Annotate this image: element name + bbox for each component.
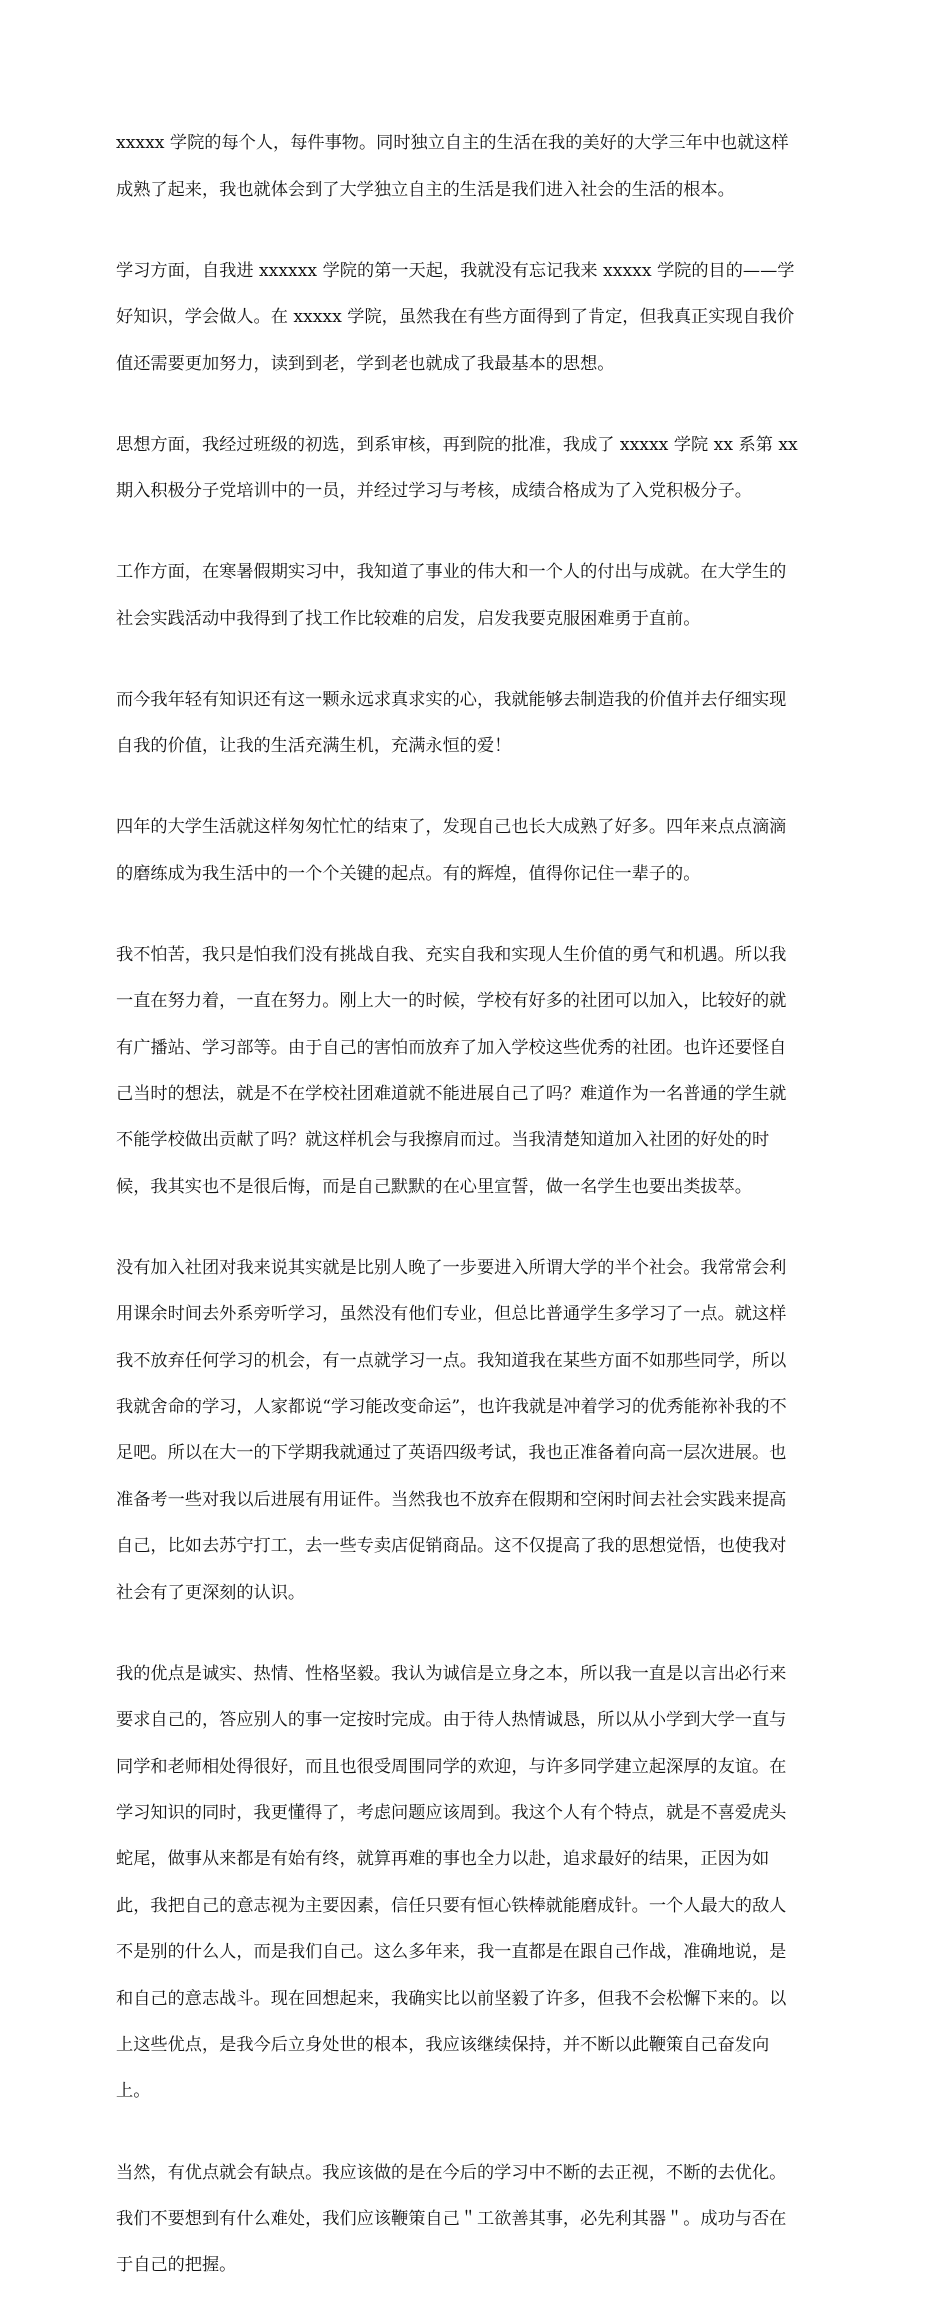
text-line: 学习知识的同时，我更懂得了，考虑问题应该周到。我这个人有个特点，就是不喜爱虎头 — [116, 1803, 787, 1824]
text-line: 没有加入社团对我来说其实就是比别人晚了一步要进入所谓大学的半个社会。我常常会利 — [116, 1257, 787, 1278]
paragraph — [116, 1234, 842, 1628]
text-line: 准备考一些对我以后进展有用证件。当然我也不放弃在假期和空闲时间去社会实践来提高 — [116, 1489, 787, 1510]
paragraph — [116, 921, 842, 1223]
text-line: 己当时的想法，就是不在学校社团难道就不能进展自己了吗？难道作为一名普通的学生就 — [116, 1083, 787, 1104]
text-line: 当然，有优点就会有缺点。我应该做的是在今后的学习中不断的去正视，不断的去优化。 — [116, 2162, 787, 2183]
document-page — [116, 109, 842, 2312]
text-line: 足吧。所以在大一的下学期我就通过了英语四级考试，我也正准备着向高一层次进展。也 — [116, 1443, 787, 1464]
text-line: 有广播站、学习部等。由于自己的害怕而放弃了加入学校这些优秀的社团。也许还要怪自 — [116, 1037, 787, 1058]
text-line: 上这些优点，是我今后立身处世的根本，我应该继续保持，并不断以此鞭策自己奋发向 — [116, 2035, 770, 2056]
paragraph — [116, 665, 842, 781]
text-line: 我不放弃任何学习的机会，有一点就学习一点。我知道我在某些方面不如那些同学，所以 — [116, 1350, 787, 1371]
text-line: 而今我年轻有知识还有这一颗永远求真求实的心，我就能够去制造我的价值并去仔细实现 — [116, 689, 787, 710]
text-line: 自我的价值，让我的生活充满生机，充满永恒的爱！ — [116, 736, 512, 757]
text-line: 不是别的什么人，而是我们自己。这么多年来，我一直都是在跟自己作战，准确地说，是 — [116, 1942, 787, 1963]
text-line: 我们不要想到有什么难处，我们应该鞭策自己＂工欲善其事，必先利其器＂。成功与否在 — [116, 2208, 787, 2229]
paragraph — [116, 109, 842, 225]
text-line: 期入积极分子党培训中的一员，并经过学习与考核，成绩合格成为了入党积极分子。 — [116, 481, 752, 502]
text-line: 一直在努力着，一直在努力。刚上大一的时候，学校有好多的社团可以加入，比较好的就 — [116, 991, 787, 1012]
text-line: 要求自己的，答应别人的事一定按时完成。由于待人热情诚恳，所以从小学到大学一直与 — [116, 1710, 787, 1731]
text-line: 同学和老师相处得很好，而且也很受周围同学的欢迎，与许多同学建立起深厚的友谊。在 — [116, 1756, 787, 1777]
text-line: 候，我其实也不是很后悔，而是自己默默的在心里宣誓，做一名学生也要出类拔萃。 — [116, 1176, 752, 1197]
text-line: 值还需要更加努力，读到到老，学到老也就成了我最基本的思想。 — [116, 353, 615, 374]
paragraph — [116, 2138, 842, 2300]
text-line: 我的优点是诚实、热情、性格坚毅。我认为诚信是立身之本，所以我一直是以言出必行来 — [116, 1663, 787, 1684]
text-line: 和自己的意志战斗。现在回想起来，我确实比以前坚毅了许多，但我不会松懈下来的。以 — [116, 1988, 787, 2009]
paragraph — [116, 237, 842, 399]
text-line: 此，我把自己的意志视为主要因素，信任只要有恒心铁棒就能磨成针。一个人最大的敌人 — [116, 1895, 787, 1916]
text-line: 我不怕苦，我只是怕我们没有挑战自我、充实自我和实现人生价值的勇气和机遇。所以我 — [116, 944, 787, 965]
paragraph — [116, 410, 842, 526]
text-line: 用课余时间去外系旁听学习，虽然没有他们专业，但总比普通学生多学习了一点。就这样 — [116, 1304, 787, 1325]
text-line: 于自己的把握。 — [116, 2255, 237, 2276]
text-line: 不能学校做出贡献了吗？就这样机会与我擦肩而过。当我清楚知道加入社团的好处的时 — [116, 1130, 770, 1151]
text-line: xxxxx 学院的每个人，每件事物。同时独立自主的生活在我的美好的大学三年中也就这样 — [116, 133, 789, 154]
text-line: 思想方面，我经过班级的初选，到系审核，再到院的批准，我成了 xxxxx 学院 xx 系第 xx — [116, 434, 798, 455]
text-line: 成熟了起来，我也就体会到了大学独立自主的生活是我们进入社会的生活的根本。 — [116, 179, 735, 200]
text-line: 社会有了更深刻的认识。 — [116, 1582, 306, 1603]
paragraph — [116, 793, 842, 909]
text-line: 学习方面，自我进 xxxxxx 学院的第一天起，我就没有忘记我来 xxxxx 学院的目的——学 — [116, 260, 795, 281]
text-line: 四年的大学生活就这样匆匆忙忙的结束了，发现自己也长大成熟了好多。四年来点点滴滴 — [116, 817, 787, 838]
text-line: 工作方面，在寒暑假期实习中，我知道了事业的伟大和一个人的付出与成就。在大学生的 — [116, 562, 787, 583]
text-line: 自己，比如去苏宁打工，去一些专卖店促销商品。这不仅提高了我的思想觉悟，也使我对 — [116, 1536, 787, 1557]
paragraph — [116, 538, 842, 654]
text-line: 蛇尾，做事从来都是有始有终，就算再难的事也全力以赴，追求最好的结果，正因为如 — [116, 1849, 770, 1870]
text-line: 的磨练成为我生活中的一个个关键的起点。有的辉煌，值得你记住一辈子的。 — [116, 863, 701, 884]
text-line: 上。 — [116, 2081, 151, 2102]
text-line: 我就舍命的学习，人家都说“学习能改变命运”，也许我就是冲着学习的优秀能祢补我的不 — [116, 1397, 787, 1418]
text-line: 好知识，学会做人。在 xxxxx 学院，虽然我在有些方面得到了肯定，但我真正实现自我价 — [116, 307, 795, 328]
text-line: 社会实践活动中我得到了找工作比较难的启发，启发我要克服困难勇于直前。 — [116, 608, 701, 629]
paragraph — [116, 1640, 842, 2127]
